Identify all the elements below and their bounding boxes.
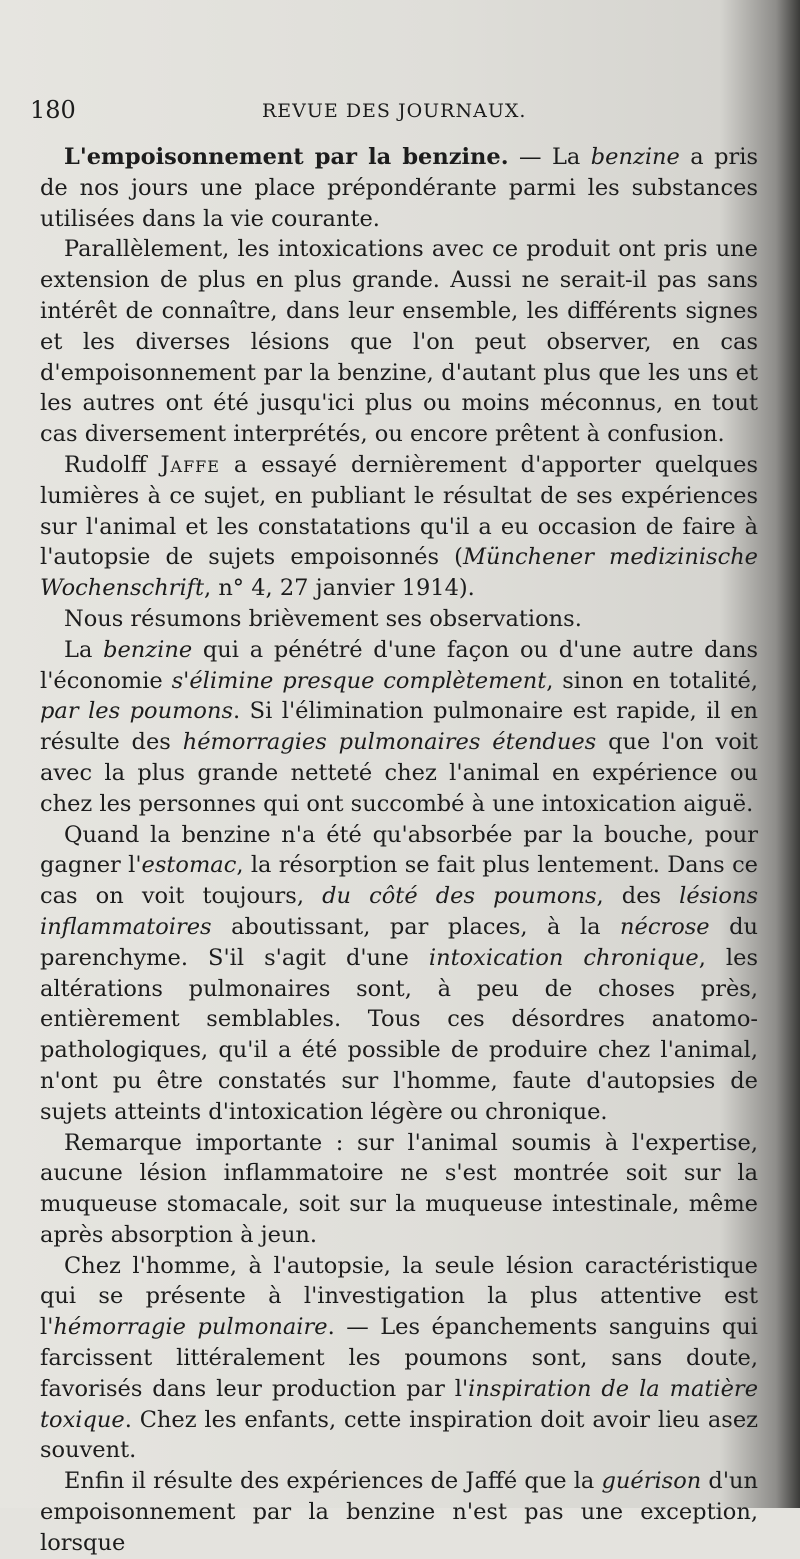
- text-run: . Chez les enfants, cette inspiration doit avoir lieu asez souvent.: [40, 1406, 758, 1464]
- text-run: . Si l'élimination pulmonaire est rapide, il en résulte des: [40, 698, 759, 756]
- italic-run: hémorragies pulmonaires étendues: [182, 729, 597, 756]
- journal-name: Münchener medizinische Wochenschrift: [40, 544, 758, 602]
- text-run: Rudolff: [64, 451, 161, 478]
- italic-run: inspiration de la matière toxique: [40, 1375, 759, 1433]
- italic-run: benzine: [590, 144, 680, 170]
- italic-run: estomac: [141, 852, 237, 879]
- paragraph-6: [40, 820, 758, 1128]
- text-run: La: [64, 636, 104, 663]
- paragraph-1: [40, 142, 758, 234]
- text-run: Chez l'homme, à l'autopsie, la seule lésion caractéristique qui se présente à l'investigation la plus attentive est l': [40, 1252, 758, 1341]
- running-head: REVUE DES JOURNAUX.: [262, 100, 527, 122]
- italic-run: benzine: [103, 636, 193, 663]
- title-dash: —: [508, 144, 552, 170]
- paragraph-9: [40, 1466, 758, 1558]
- text-run: La: [551, 144, 591, 170]
- text-run: . — Les épanchements sanguins qui farcissent littéralement les poumons sont, sans doute, favorisés dans leur production par l': [40, 1314, 758, 1402]
- text-run: , la résorption se fait plus lentement. Dans ce cas on voit toujours,: [40, 852, 758, 910]
- text-run: que l'on voit avec la plus grande netteté chez l'animal en expérience ou chez les personnes qui ont succombé à une intoxication aiguë.: [40, 729, 758, 817]
- italic-run: hémorragie pulmonaire: [53, 1314, 328, 1341]
- text-run: aboutissant, par places, à la: [211, 913, 621, 940]
- paragraph-2: Parallèlement, les intoxications avec ce produit ont pris une extension de plus en plus grande. Aussi ne serait-il pas sans intérêt de connaître, dans leur ensemble, les différents signes et les diverses lésions que l'on peut observer, en cas d'empoisonnement par la benzine, d'autant plus que les uns et les autres ont été jusqu'ici plus ou moins méconnus, en tout cas diversement interprétés, ou encore prêtent à confusion.: [40, 236, 758, 448]
- text-run: , les altérations pulmonaires sont, à peu de choses près, entièrement semblables. Tous ces désordres anatomo-pathologiques, qu'il a été possible de produire chez l'animal, n'ont pu être constatés sur l'homme, faute d'autopsies de sujets atteints d'intoxication légère ou chronique.: [40, 944, 758, 1125]
- italic-run: guérison: [601, 1468, 702, 1495]
- page-header: [30, 96, 760, 128]
- text-run: , des: [596, 883, 680, 910]
- italic-run: lésions inflammatoires: [40, 883, 759, 940]
- paragraph-8: [40, 1251, 758, 1467]
- text-run: Enfin il résulte des expériences de Jaffé que la: [64, 1468, 602, 1495]
- text-run: a pris de nos jours une place prépondérante parmi les substances utilisées dans la vie courante.: [40, 144, 759, 232]
- paragraph-3: [40, 450, 758, 604]
- page-number: 180: [30, 96, 76, 124]
- article-title: L'empoisonnement par la benzine.: [64, 144, 509, 170]
- italic-run: s'élimine presque complètement: [171, 667, 547, 694]
- paragraph-7: Remarque importante : sur l'animal soumis à l'expertise, aucune lésion inflammatoire ne s'est montrée soit sur la muqueuse stomacale, soit sur la muqueuse intestinale, même après absorption à jeun.: [40, 1129, 758, 1248]
- italic-run: intoxication chronique: [428, 944, 699, 971]
- text-run: , n° 4, 27 janvier 1914).: [204, 575, 475, 602]
- italic-run: nécrose: [620, 913, 710, 940]
- text-run: qui a pénétré d'une façon ou d'une autre dans l'économie: [40, 636, 758, 694]
- italic-run: par les poumons: [40, 698, 234, 725]
- text-run: Quand la benzine n'a été qu'absorbée par la bouche, pour gagner l': [40, 821, 758, 879]
- italic-run: du côté des poumons: [322, 883, 597, 910]
- author-name: Jaffe: [160, 451, 220, 478]
- paragraph-5: [40, 635, 758, 820]
- text-run: du parenchyme. S'il s'agit d'une: [40, 913, 758, 971]
- article-body: [40, 142, 758, 1559]
- paragraph-4: Nous résumons brièvement ses observations.: [64, 605, 582, 632]
- text-run: d'un empoisonnement par la benzine n'est pas une exception, lorsque: [40, 1468, 758, 1556]
- text-run: , sinon en totalité,: [546, 667, 758, 694]
- text-run: a essayé dernièrement d'apporter quelques lumières à ce sujet, en publiant le résultat de ses expériences sur l'animal et les constatations qu'il a eu occasion de faire à l'autopsie de sujets empoisonnés (: [40, 451, 759, 571]
